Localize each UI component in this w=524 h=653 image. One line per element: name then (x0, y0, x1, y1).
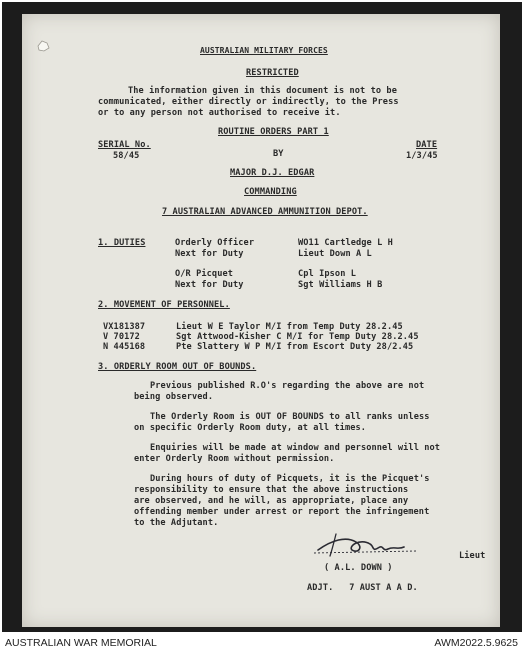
paragraph-line: on specific Orderly Room duty, at all times. (134, 423, 367, 433)
date-label: DATE (416, 140, 438, 150)
commanding-label: COMMANDING (244, 187, 297, 197)
signatory-appointment: ADJT. 7 AUST A A D. (307, 583, 418, 593)
duty-name: Lieut Down A L (298, 249, 372, 259)
signatory-name: ( A.L. DOWN ) (324, 563, 393, 573)
signature-rank: Lieut (459, 551, 486, 561)
paragraph-line: to the Adjutant. (134, 518, 219, 528)
paragraph-line: responsibility to ensure that the above instructions (134, 485, 409, 495)
movement-number: V 70172 (103, 332, 140, 342)
movement-text: Lieut W E Taylor M/I from Temp Duty 28.2.45 (176, 322, 403, 332)
movement-heading: 2. MOVEMENT OF PERSONNEL. (98, 300, 230, 310)
paragraph-line: being observed. (134, 392, 214, 402)
footer-source: AUSTRALIAN WAR MEMORIAL (5, 637, 157, 649)
duty-name: Cpl Ipson L (298, 269, 357, 279)
duty-role: Orderly Officer (175, 238, 255, 248)
duties-heading: 1. DUTIES (98, 238, 146, 248)
unit-name: 7 AUSTRALIAN ADVANCED AMMUNITION DEPOT. (162, 207, 368, 217)
orders-title: ROUTINE ORDERS PART 1 (218, 127, 329, 137)
orderly-room-heading: 3. ORDERLY ROOM OUT OF BOUNDS. (98, 362, 257, 372)
date-value: 1/3/45 (406, 151, 438, 161)
restricted-label: RESTRICTED (246, 68, 299, 78)
punched-hole-mark (36, 40, 50, 52)
serial-value: 58/45 (113, 151, 140, 161)
notice-line-2: communicated, either directly or indirectly, to the Press (98, 97, 399, 107)
by-label: BY (273, 149, 284, 159)
paragraph-line: Previous published R.O's regarding the above are not (150, 381, 425, 391)
officer-name: MAJOR D.J. EDGAR (230, 168, 315, 178)
duty-role: Next for Duty (175, 280, 244, 290)
paragraph-line: are observed, and he will, as appropriate, place any (134, 496, 409, 506)
paragraph-line: The Orderly Room is OUT OF BOUNDS to all ranks unless (150, 412, 430, 422)
footer-accession-number: AWM2022.5.9625 (434, 637, 518, 649)
movement-text: Sgt Attwood-Kisher C M/I for Temp Duty 28.2.45 (176, 332, 419, 342)
duty-role: Next for Duty (175, 249, 244, 259)
notice-line-1: The information given in this document is not to be (128, 86, 397, 96)
duty-name: WO11 Cartledge L H (298, 238, 393, 248)
duty-role: O/R Picquet (175, 269, 234, 279)
paragraph-line: offending member under arrest or report the infringement (134, 507, 430, 517)
serial-label: SERIAL No. (98, 140, 151, 150)
paragraph-line: During hours of duty of Picquets, it is the Picquet's (150, 474, 430, 484)
notice-line-3: or to any person not authorised to receive it. (98, 108, 341, 118)
duty-name: Sgt Williams H B (298, 280, 383, 290)
movement-number: N 445168 (103, 342, 146, 352)
org-heading: AUSTRALIAN MILITARY FORCES (200, 46, 328, 55)
movement-text: Pte Slattery W P M/I from Escort Duty 28/2.45 (176, 342, 414, 352)
paragraph-line: Enquiries will be made at window and personnel will not (150, 443, 441, 453)
paragraph-line: enter Orderly Room without permission. (134, 454, 335, 464)
movement-number: VX181387 (103, 322, 146, 332)
handwritten-signature (312, 528, 432, 560)
